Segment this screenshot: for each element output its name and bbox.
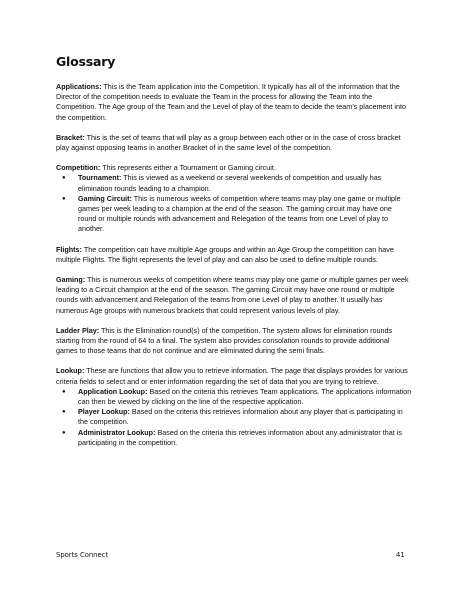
term: Applications:: [56, 82, 102, 91]
definition: This represents either a Tournament or Gaming circuit.: [100, 163, 276, 173]
term: Application Lookup:: [78, 386, 148, 396]
definition: This is the Elimination round(s) of the competition. The system allows for elimination rounds starting from the round of 64 to a final. The system also provides consolation rounds to provide additional games to those teams that do not continue and are eliminated during the semi finals.: [56, 325, 393, 356]
list-item-player-lookup: [56, 407, 412, 427]
entry-ladder-play: [56, 326, 412, 357]
definition: This is the Team application into the Competition. It typically has all of the information that the Director of the competition needs to evaluate the Team in the process for allowing the Team into the Competition. The Age group of the Team and the Level of play of the team to decide the team’s placement into the competition.: [56, 82, 407, 122]
entry-competition: [56, 163, 412, 173]
term: Tournament:: [78, 173, 122, 183]
term: Player Lookup:: [78, 407, 130, 417]
definition: Based on the criteria this retrieves information about any administrator that is participating in the competition.: [78, 427, 402, 447]
entry-lookup: [56, 366, 412, 386]
term: Flights:: [56, 244, 82, 254]
page-number: 41: [396, 551, 405, 559]
definition: These are functions that allow you to retrieve information. The page that displays provides for various criteria fields to select and or enter information regarding the set of data that you are trying to retrieve.: [56, 366, 408, 386]
entry-gaming: [56, 275, 412, 316]
glossary-body: [56, 82, 412, 458]
definition: This is numerous weeks of competition where teams may play one game or multiple games per week leading to a Circuit champion at the end of the season. The gaming Circuit may have one round or multiple rounds with advancement and Relegation of the teams from one Level of play to another. It usually has numerous Age groups with numerous brackets that could represent various levels of play.: [56, 275, 409, 315]
competition-list: [56, 173, 412, 234]
term: Gaming Circuit:: [78, 193, 132, 203]
definition: This is the set of teams that will play as a group between each other or in the case of cross bracket play against opposing teams in another Bracket of in the same level of the competition.: [56, 132, 401, 153]
term: Ladder Play:: [56, 325, 100, 335]
page-title: Glossary: [56, 54, 116, 69]
term: Gaming:: [56, 275, 86, 285]
term: Administrator Lookup:: [78, 427, 156, 437]
list-item-tournament: [56, 173, 412, 193]
term: Bracket:: [56, 132, 85, 142]
term: Competition:: [56, 163, 101, 173]
list-item-administrator-lookup: [56, 428, 412, 448]
list-item-application-lookup: [56, 387, 412, 407]
definition: The competition can have multiple Age groups and within an Age Group the competition can have multiple Flights. The flight represents the level of play and can also be used to define multiple rounds.: [56, 244, 394, 264]
definition: Based on the criteria this retrieves Team applications. The applications information can then be viewed by clicking on the line of the respective application.: [78, 386, 412, 407]
list-item-gaming-circuit: [56, 194, 412, 235]
entry-applications: [56, 82, 412, 123]
definition: Based on the criteria this retrieves information about any player that is participating in the competition.: [78, 407, 403, 427]
definition: This is viewed as a weekend or several weekends of competition and usually has elimination rounds leading to a champion.: [78, 173, 382, 193]
footer-brand: Sports Connect: [56, 551, 109, 559]
entry-bracket: [56, 133, 412, 153]
lookup-list: [56, 387, 412, 448]
definition: This is numerous weeks of competition where teams may play one game or multiple games per week leading to a champion at the end of the season. The gaming circuit may have one round or multiple rounds with advancement and Relegation of the teams from one Level of play to another.: [78, 193, 401, 234]
term: Lookup:: [56, 366, 85, 376]
entry-flights: [56, 245, 412, 265]
